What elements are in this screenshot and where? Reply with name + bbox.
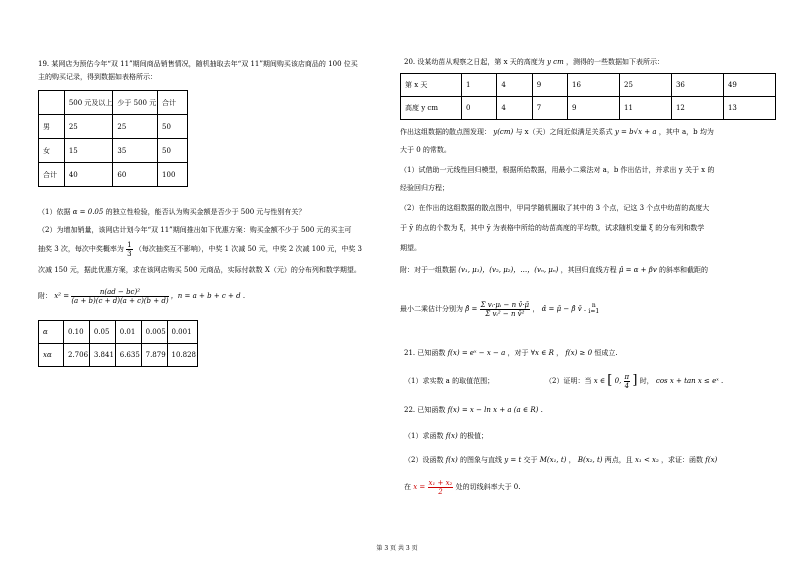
- q21-part2: [545, 371, 723, 391]
- q21-int-left: 0,: [614, 377, 622, 385]
- q19-cell: 女: [39, 139, 65, 163]
- q21-part2-c: .: [720, 377, 724, 385]
- q19-chi-n: ，n = a + b + c + d .: [170, 292, 246, 300]
- q19-chi-den: (a + b)(c + d)(a + c)(b + d): [71, 296, 169, 305]
- q22-line1-b: .: [540, 406, 543, 414]
- q19-alpha-table: [38, 320, 198, 367]
- q22-last: [404, 476, 520, 498]
- q22-part2-c: 交于: [523, 456, 538, 464]
- q19-alpha-cell: 3.841: [89, 344, 115, 367]
- q20-intro: [404, 58, 664, 67]
- q19-part2-line1: （2）为增加销量，该网店计划今年“双 11”期间推出如下优惠方案：购买金额不少于 500 元的买主可: [38, 226, 352, 234]
- q20-part2-line3: 期望。: [400, 244, 421, 252]
- q20-cell: 25: [620, 74, 672, 97]
- q19-prob-fraction: [126, 241, 132, 258]
- q22-line1-a: 22. 已知函数: [404, 406, 446, 414]
- q19-th-1: 500 元及以上: [64, 91, 113, 115]
- q19-part2-line3: 次减 150 元，据此优惠方案，求在该网店购买 500 元商品，实际付款数 X（元）的分布列和数学期望。: [38, 266, 361, 274]
- q21-interval-bracket-left: [: [607, 373, 613, 388]
- q20-intro-a: 20. 设某幼苗从观察之日起，第 x 天的高度为: [404, 58, 545, 66]
- q22-line1: [404, 406, 543, 415]
- q19-alpha-cell: 0.01: [115, 321, 141, 344]
- q22-last-x: x =: [413, 483, 426, 491]
- q19-chi-fraction: [71, 288, 168, 305]
- q22-part2-d: ，: [568, 456, 576, 464]
- q19-alpha-cell: α: [39, 321, 64, 344]
- q20-line1-b: 与 x（天）之间近似满足关系式: [515, 128, 613, 136]
- q21-line1-a: 21. 已知函数: [404, 349, 446, 357]
- q20-cell: 1: [462, 74, 497, 97]
- q22-part1-a: （1）求函数: [404, 432, 444, 440]
- q22-part2-a: （2）设函数: [404, 456, 444, 464]
- q21-line1-cond: f(x) ≥ 0: [565, 349, 593, 357]
- q19-alpha-cell: 6.635: [115, 344, 141, 367]
- q22-part2-b: 的图象与直线: [459, 456, 502, 464]
- q22-part1-f: f(x): [445, 432, 458, 440]
- q19-part2-line2-b: （每次抽奖互不影响），中奖 1 次减 50 元，中奖 2 次减 100 元，中奖 3: [134, 245, 362, 253]
- q19-part1-prefix: （1）依据: [38, 208, 71, 216]
- q20-ls-beta: β̂ =: [465, 305, 478, 313]
- q22-part2-M: M(x₁, t): [539, 456, 567, 464]
- q22-last-b: 处的切线斜率大于 0.: [455, 483, 521, 491]
- q19-alpha-cell: xα: [39, 344, 64, 367]
- q20-appendix: [400, 266, 708, 275]
- q21-part2-a: （2）证明：当: [545, 377, 592, 385]
- q19-alpha-cell: 0.005: [141, 321, 167, 344]
- q19-chi-lhs: x² =: [54, 292, 70, 300]
- q20-part2-line2: 于 ȳ 的点的个数为 ξ，其中 ȳ 为表格中所给的幼苗高度的平均数，试求随机变量 ξ 的分布列和数学: [400, 224, 705, 232]
- q20-ls-fraction: [480, 301, 531, 318]
- q19-part1-alpha: α = 0.05: [72, 208, 104, 216]
- q20-cell: 11: [620, 97, 672, 120]
- q22-part2-ineq: x₁ < x₂: [634, 456, 659, 464]
- q19-alpha-cell: 0.001: [167, 321, 198, 344]
- q19-intro-line2: 主的购买记录，得到数据如表格所示：: [38, 73, 157, 81]
- q20-cell: 4: [497, 97, 532, 120]
- q21-part2-x: x ∈: [593, 377, 606, 385]
- q21-line1-f: f(x) = eˣ − x − a: [447, 349, 506, 357]
- q19-part1: [38, 208, 305, 217]
- q22-part2-g: f(x): [705, 456, 718, 464]
- q19-part2-line2-a: 抽奖 3 次，每次中奖概率为: [38, 245, 124, 253]
- q21-part2-ineq: cos x + tan x ≤ eˣ: [655, 377, 719, 385]
- q19-cell: 35: [113, 139, 158, 163]
- q20-sum-limits: [588, 303, 599, 315]
- q22-part2-e: 两点，且: [604, 456, 633, 464]
- q20-cell: 0: [462, 97, 497, 120]
- q19-cell: 50: [158, 139, 188, 163]
- q19-cell: 25: [64, 115, 113, 139]
- q20-part2-line1: （2）在作出的这组数据的散点图中，甲同学随机圈取了其中的 3 个点，记这 3 个点中幼苗的高度大: [400, 204, 710, 212]
- q19-prob-den: 3: [127, 249, 132, 258]
- q20-appendix-c: 的斜率和截距的: [659, 266, 709, 274]
- q19-cell: 15: [64, 139, 113, 163]
- q20-cell: 49: [723, 74, 775, 97]
- q20-ls-den: Σ vᵢ² − n v̄²: [485, 309, 525, 318]
- q19-cell: 40: [64, 163, 113, 187]
- q20-cell: 高度 y cm: [401, 97, 462, 120]
- q19-part2-line2: [38, 240, 362, 258]
- q22-part2-line: y = t: [504, 456, 522, 464]
- q19-cell: 60: [113, 163, 158, 187]
- q20-cell: 12: [671, 97, 723, 120]
- q21-line1-b: ，对于: [507, 349, 529, 357]
- q20-cell: 第 x 天: [401, 74, 462, 97]
- q21-pi-num: π: [624, 372, 630, 381]
- q19-th-2: 少于 500 元: [113, 91, 158, 115]
- q20-cell: 7: [532, 97, 567, 120]
- q19-alpha-cell: 10.828: [167, 344, 198, 367]
- q19-intro-line1: 19. 某网店为预估今年“双 11”期间商品销售情况，随机抽取去年“双 11”期间购买该店商品的 100 位买: [38, 60, 358, 68]
- q21-line1-forall: ∀x ∈ R: [530, 349, 554, 357]
- q20-line2: 大于 0 的常数。: [400, 146, 451, 154]
- q20-ls-b: ，: [532, 305, 540, 313]
- q20-line1-a: 作出这组数据的散点图发现：: [400, 128, 491, 136]
- q20-ls-alpha: α̂ = μ̄ − β̂ v̄ .: [541, 305, 587, 313]
- q22-part1: [404, 432, 488, 441]
- q21-line1: [404, 349, 618, 358]
- q19-cell: 男: [39, 115, 65, 139]
- q21-part2-b: 时，: [639, 377, 654, 385]
- q19-appendix-label: 附：: [38, 292, 52, 300]
- q19-cell: 合计: [39, 163, 65, 187]
- q20-line1-c: ，其中 a，b 均为: [658, 128, 714, 136]
- q19-chi-num: n(ad − bc)²: [71, 288, 168, 297]
- q21-line1-c: ，: [556, 349, 564, 357]
- q20-part1-line1: （1）试借助一元线性回归模型，根据所给数据，用最小二乘法对 a，b 作出估计，并求出 y 关于 x 的: [400, 166, 715, 174]
- q20-cell: 36: [671, 74, 723, 97]
- q20-intro-unit: y cm: [547, 58, 564, 66]
- q19-appendix: [38, 287, 245, 305]
- q20-intro-b: ，测得的一些数据如下表所示：: [565, 58, 664, 66]
- q20-cell: 4: [497, 74, 532, 97]
- q20-ls-num: Σ vᵢ·μᵢ − n v̄·μ̄: [480, 300, 530, 309]
- q21-pi-fraction: [624, 373, 631, 390]
- q19-alpha-cell: 0.10: [64, 321, 90, 344]
- q22-line1-f: f(x) = x − ln x + a (a ∈ R): [447, 406, 539, 414]
- q20-appendix-a: 附：对于一组数据: [400, 266, 456, 274]
- q20-line1-ycm: y(cm): [493, 128, 514, 136]
- q20-sum-top: n: [591, 302, 596, 309]
- q21-interval-bracket-right: ]: [632, 373, 638, 388]
- q20-line1: [400, 128, 714, 137]
- q22-part2-f: f(x): [445, 456, 458, 464]
- q22-last-a: 在: [404, 483, 411, 491]
- q20-appendix-b: ，其回归直线方程: [560, 266, 617, 274]
- q19-cell: 50: [158, 115, 188, 139]
- q20-sum-bottom: i=1: [588, 308, 600, 315]
- q21-pi-den: 4: [624, 381, 630, 390]
- q19-alpha-cell: 0.05: [89, 321, 115, 344]
- q20-part1-line2: 经验回归方程；: [400, 184, 449, 192]
- q20-cell: 13: [723, 97, 775, 120]
- q22-part2-f2: ，求证：函数: [661, 456, 704, 464]
- q19-alpha-cell: 2.706: [64, 344, 90, 367]
- q22-part2-B: B(x₂, t): [577, 456, 603, 464]
- q19-prob-num: 1: [127, 240, 132, 249]
- q20-line1-formula: y = b√x + a: [614, 128, 657, 136]
- q19-part1-suffix: 的独立性检验，能否认为购买金额是否少于 500 元与性别有关？: [105, 208, 306, 216]
- q19-cell: 100: [158, 163, 188, 187]
- q22-last-den: 2: [438, 487, 443, 496]
- q19-th-3: 合计: [158, 91, 188, 115]
- q20-appendix-data: (v₁, μ₁)，(v₂, μ₂)，…，(vₙ, μₙ): [458, 266, 559, 274]
- q20-cell: 16: [568, 74, 620, 97]
- q19-cell: 25: [113, 115, 158, 139]
- q19-alpha-cell: 7.879: [141, 344, 167, 367]
- q20-ls-a: 最小二乘估计分别为: [400, 305, 463, 313]
- q21-line1-d: 恒成立.: [594, 349, 618, 357]
- q20-cell: 9: [568, 97, 620, 120]
- q19-data-table: [38, 90, 188, 187]
- q21-part1: （1）求实数 a 的取值范围；: [404, 377, 495, 385]
- q22-part1-b: 的极值；: [459, 432, 488, 440]
- q20-data-table: [400, 73, 776, 120]
- q22-midpoint-fraction: [428, 479, 454, 496]
- q19-th-0: [39, 91, 65, 115]
- q20-least-squares: [400, 296, 599, 322]
- q20-appendix-eq: μ̂ = α + βv: [618, 266, 657, 274]
- q20-cell: 9: [532, 74, 567, 97]
- q22-last-num: x₁ + x₂: [428, 478, 453, 487]
- q22-part2: [404, 456, 717, 465]
- page-footer: 第 3 页 共 3 页: [376, 545, 418, 552]
